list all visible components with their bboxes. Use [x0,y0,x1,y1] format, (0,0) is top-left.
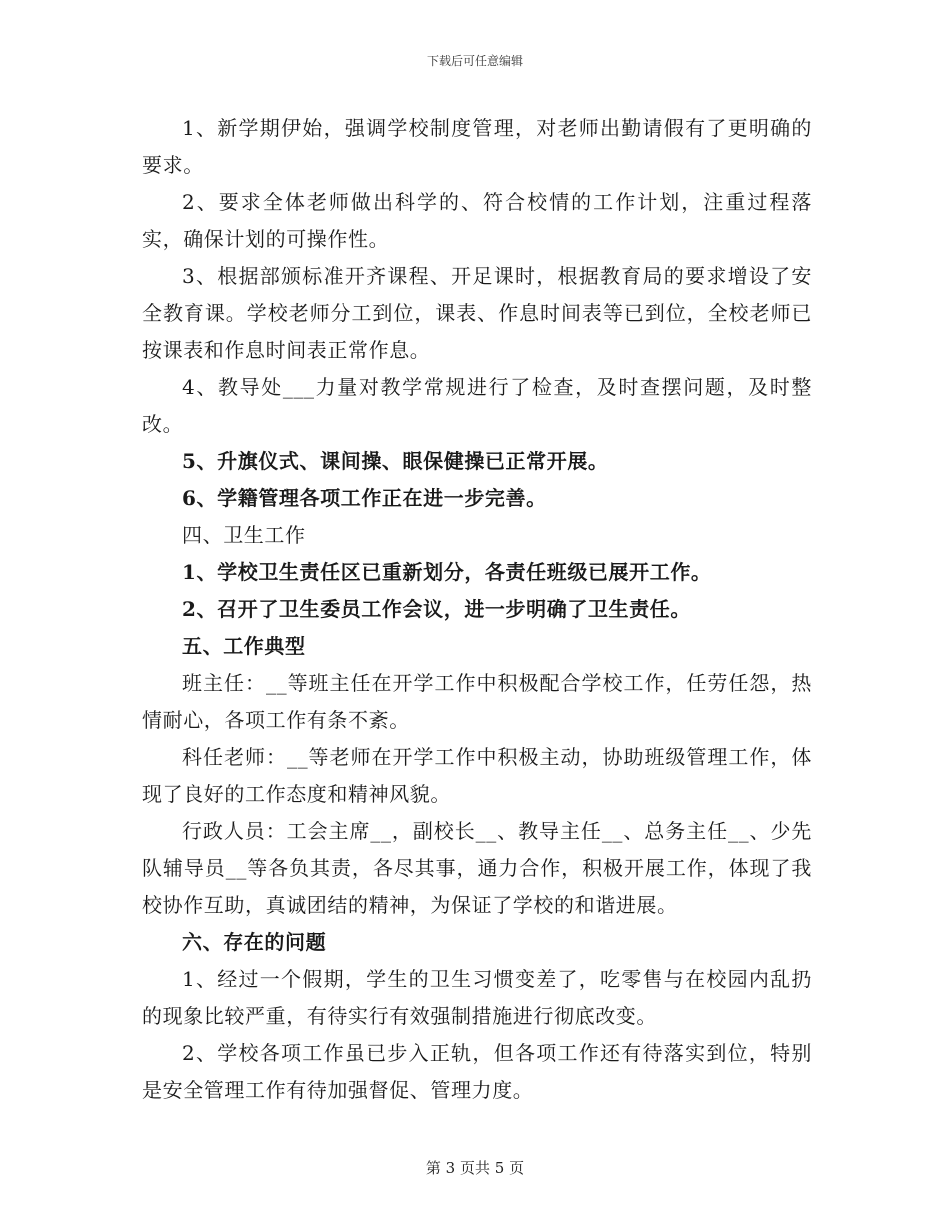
page-footer: 第 3 页共 5 页 [425,1159,525,1177]
paragraph-4: 4、教导处___力量对教学常规进行了检查，及时查摆问题，及时整改。 [142,375,812,436]
paragraph-hygiene-1: 1、学校卫生责任区已重新划分，各责任班级已展开工作。 [182,560,712,584]
document-body [142,110,812,1109]
paragraph-admin-staff: 行政人员：工会主席__，副校长__、教导主任__、总务主任__、少先队辅导员__等各负其责，各尽其事，通力合作，积极开展工作，体现了我校协作互助，真诚团结的精神，为保证了学校的和谐进展。 [142,819,812,917]
paragraph-6: 6、学籍管理各项工作正在进一步完善。 [182,486,547,510]
page-header: 下载后可任意编辑 [426,54,523,68]
paragraph-5: 5、升旗仪式、课间操、眼保健操已正常开展。 [182,449,609,473]
section-heading-models: 五、工作典型 [182,634,306,658]
section-heading-problems: 六、存在的问题 [182,930,327,954]
paragraph-problem-1: 1、经过一个假期，学生的卫生习惯变差了，吃零售与在校园内乱扔的现象比较严重，有待实行有效强制措施进行彻底改变。 [142,967,812,1028]
paragraph-hygiene-2: 2、召开了卫生委员工作会议，进一步明确了卫生责任。 [182,597,691,621]
paragraph-3: 3、根据部颁标准开齐课程、开足课时，根据教育局的要求增设了安全教育课。学校老师分工到位，课表、作息时间表等已到位，全校老师已按课表和作息时间表正常作息。 [142,264,812,362]
paragraph-1: 1、新学期伊始，强调学校制度管理，对老师出勤请假有了更明确的要求。 [142,116,812,177]
section-heading-hygiene: 四、卫生工作 [182,523,306,547]
paragraph-problem-2: 2、学校各项工作虽已步入正轨，但各项工作还有待落实到位，特别是安全管理工作有待加强督促、管理力度。 [142,1041,812,1102]
paragraph-subject-teacher: 科任老师：__等老师在开学工作中积极主动，协助班级管理工作，体现了良好的工作态度和精神风貌。 [142,745,812,806]
paragraph-class-teacher: 班主任：__等班主任在开学工作中积极配合学校工作，任劳任怨，热情耐心，各项工作有条不紊。 [142,671,812,732]
paragraph-2: 2、要求全体老师做出科学的、符合校情的工作计划，注重过程落实，确保计划的可操作性。 [142,190,812,251]
